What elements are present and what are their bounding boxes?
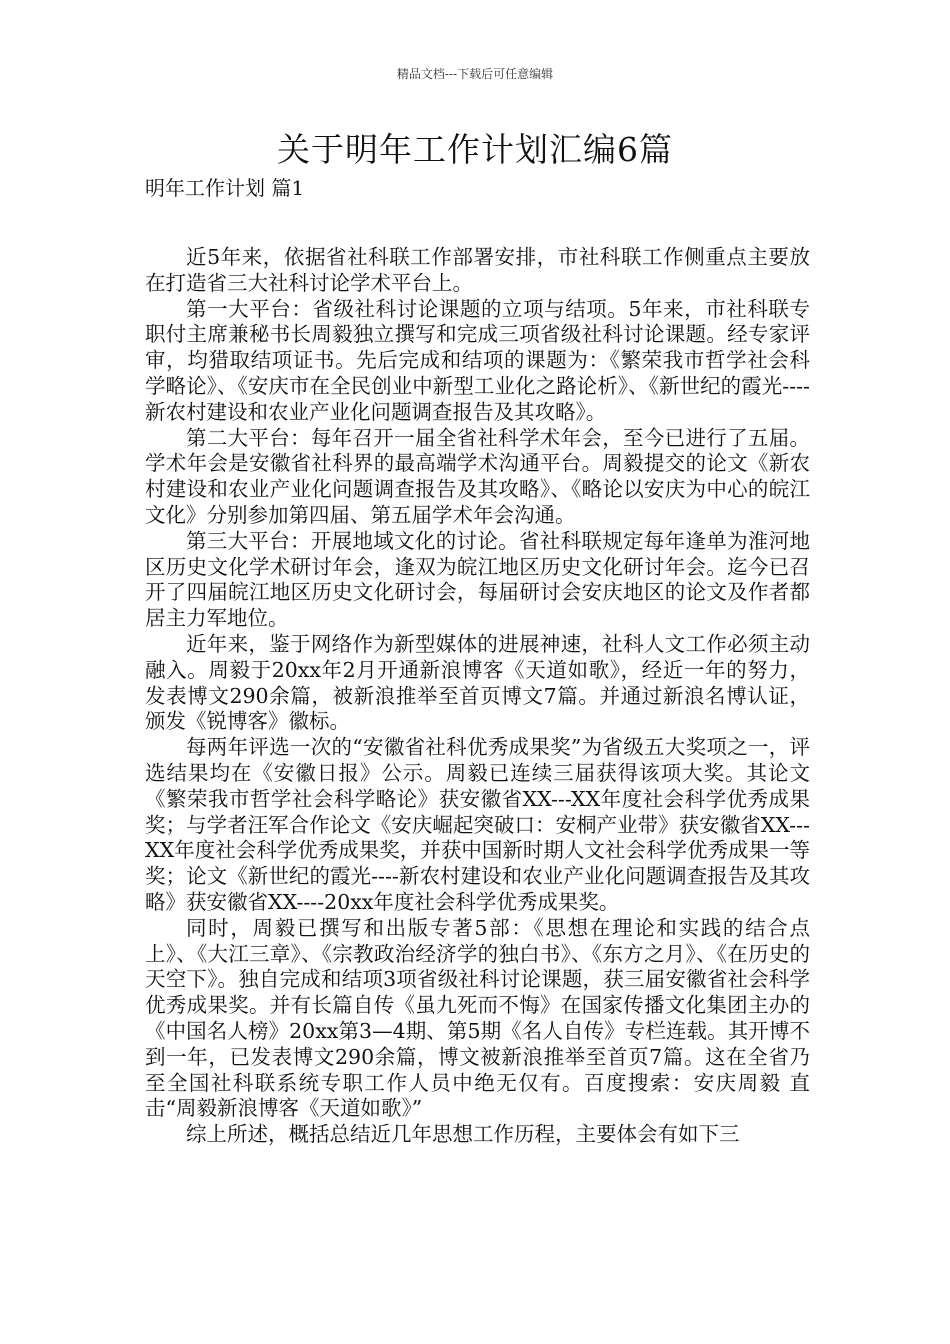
paragraph-platform-three: 第三大平台：开展地域文化的讨论。省社科联规定每年逢单为淮河地区历史文化学术研讨年会，逢双为皖江地区历史文化研讨年会。迄今已召开了四届皖江地区历史文化研讨会，每届研讨会安庆地区的论文及作者都居主力军地位。 [145,528,810,631]
paragraph-summary: 综上所述，概括总结近几年思想工作历程，主要体会有如下三 [186,1122,740,1147]
paragraph-intro: 近5年来，依据省社科联工作部署安排，市社科联工作侧重点主要放在打造省三大社科讨论学术平台上。 [145,245,810,295]
document-title: 关于明年工作计划汇编6篇 [277,130,673,169]
paragraph-blog: 近年来，鉴于网络作为新型媒体的进展神速，社科人文工作必须主动融入。周毅于20xx年2月开通新浪博客《天道如歌》，经近一年的努力，发表博文290余篇，被新浪推举至首页博文7篇。并通过新浪名博认证，颁发《锐博客》徽标。 [145,631,810,734]
paragraph-platform-two: 第二大平台：每年召开一届全省社科学术年会，至今已进行了五届。学术年会是安徽省社科界的最高端学术沟通平台。周毅提交的论文《新农村建设和农业产业化问题调查报告及其攻略》、《略论以安庆为中心的皖江文化》分别参加第四届、第五届学术年会沟通。 [145,425,810,527]
document-body [145,245,810,1148]
paragraph-publications: 同时，周毅已撰写和出版专著5部：《思想在理论和实践的结合点上》、《大江三章》、《宗教政治经济学的独白书》、《东方之月》、《在历史的天空下》。独自完成和结项3项省级社科讨论课题，获三届安徽省社会科学优秀成果奖。并有长篇自传《虽九死而不悔》在国家传播文化集团主办的《中国名人榜》20xx第3—4期、第5期《名人自传》专栏连载。其开博不到一年，已发表博文290余篇，博文被新浪推举至首页7篇。这在全省乃至全国社科联系统专职工作人员中绝无仅有。百度搜索：安庆周毅 直击“周毅新浪博客《天道如歌》” [145,915,810,1121]
paragraph-platform-one: 第一大平台：省级社科讨论课题的立项与结项。5年来，市社科联专职付主席兼秘书长周毅独立撰写和完成三项省级社科讨论课题。经专家评审，均猎取结项证书。先后完成和结项的课题为：《繁荣我市哲学社会科学略论》、《安庆市在全民创业中新型工业化之路论析》、《新世纪的霞光----新农村建设和农业产业化问题调查报告及其攻略》。 [145,296,810,424]
section-heading: 明年工作计划 篇1 [145,176,305,200]
page-header-note: 精品文档---下载后可任意编辑 [396,67,554,81]
paragraph-awards: 每两年评选一次的“安徽省社科优秀成果奖”为省级五大奖项之一，评选结果均在《安徽日报》公示。周毅已连续三届获得该项大奖。其论文《繁荣我市哲学社会科学略论》获安徽省XX---XX年度社会科学优秀成果奖；与学者汪军合作论文《安庆崛起突破口：安桐产业带》获安徽省XX---XX年度社会科学优秀成果奖，并获中国新时期人文社会科学优秀成果一等奖；论文《新世纪的霞光----新农村建设和农业产业化问题调查报告及其攻略》获安徽省XX----20xx年度社会科学优秀成果奖。 [145,735,810,914]
